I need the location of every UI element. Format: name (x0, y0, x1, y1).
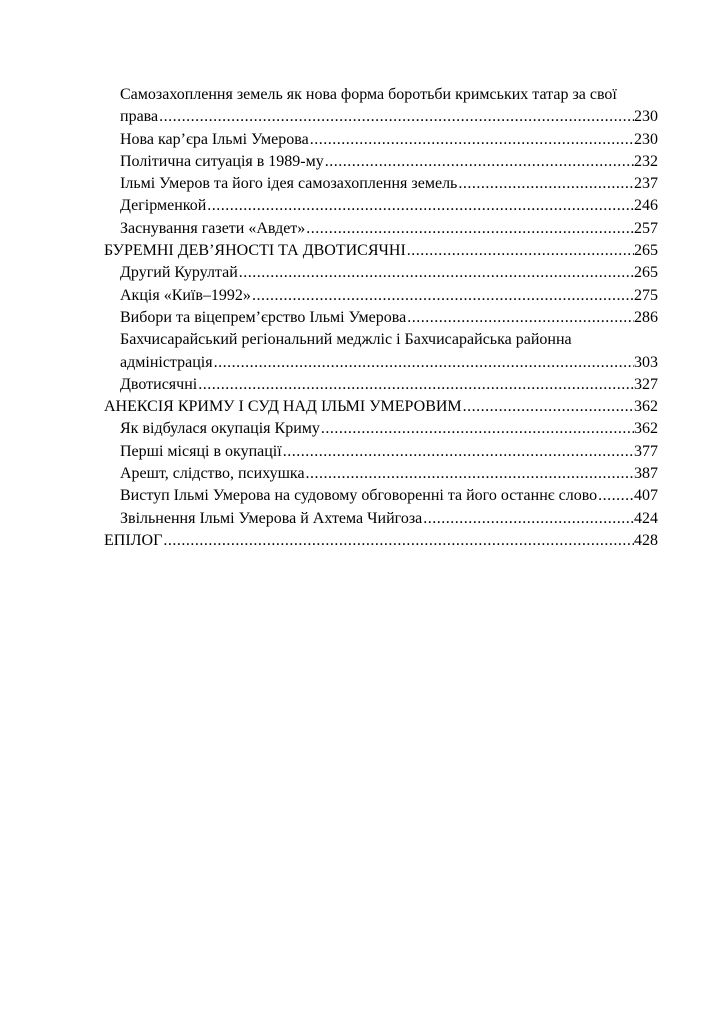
toc-page-number: 327 (634, 375, 658, 393)
toc-section-entry[interactable] (104, 530, 658, 552)
toc-page-number: 237 (634, 175, 658, 193)
toc-entry[interactable] (104, 329, 658, 374)
toc-page-number: 303 (634, 353, 658, 371)
toc-entry-title: Виступ Ільмі Умерова на судовому обговоренні та його останнє слово (120, 487, 598, 505)
toc-entry-title: Нова кар’єра Ільмі Умерова (120, 130, 309, 148)
toc-page-number: 428 (634, 531, 658, 549)
toc-page-number: 230 (634, 130, 658, 148)
dot-leader (597, 485, 634, 507)
toc-entry-title: Перші місяці в окупації (120, 442, 282, 460)
toc-page-number: 362 (634, 398, 658, 416)
dot-leader (305, 218, 634, 240)
toc-entry-title: Двотисячні (120, 375, 198, 393)
dot-leader (462, 396, 634, 418)
toc-entry-title: Дегірменкой (120, 197, 207, 215)
toc-entry-title: адміністрація (120, 353, 213, 371)
dot-leader (158, 106, 634, 128)
toc-entry[interactable] (104, 195, 658, 217)
toc-section-title: БУРЕМНІ ДЕВ’ЯНОСТІ ТА ДВОТИСЯЧНІ (104, 242, 406, 260)
toc-entry[interactable] (104, 463, 658, 485)
toc-entry-title: Ільмі Умеров та його ідея самозахоплення земель (120, 175, 458, 193)
toc-entry[interactable] (104, 84, 658, 129)
toc-page-number: 275 (634, 286, 658, 304)
toc-entry-title: Політична ситуація в 1989-му (120, 152, 324, 170)
toc-entry[interactable] (104, 374, 658, 396)
toc-entry-title: Вибори та віцепрем’єрство Ільмі Умерова (120, 308, 407, 326)
dot-leader (282, 441, 634, 463)
toc-page-number: 377 (634, 442, 658, 460)
dot-leader (406, 307, 634, 329)
dot-leader (324, 151, 634, 173)
toc-section-title: АНЕКСІЯ КРИМУ І СУД НАД ІЛЬМІ УМЕРОВИМ (104, 398, 462, 416)
toc-page-number: 257 (634, 219, 658, 237)
toc-entry[interactable] (104, 508, 658, 530)
toc-entry-title: Заснування газети «Авдет» (120, 219, 306, 237)
dot-leader (238, 262, 634, 284)
toc-page-number: 424 (634, 509, 658, 527)
toc-entry[interactable] (104, 218, 658, 240)
toc-section-entry[interactable] (104, 240, 658, 262)
dot-leader (213, 352, 634, 374)
dot-leader (406, 240, 634, 262)
toc-entry[interactable] (104, 307, 658, 329)
dot-leader (309, 129, 634, 151)
dot-leader (197, 374, 634, 396)
toc-entry-title: Другий Курултай (120, 264, 238, 282)
toc-entry[interactable] (104, 129, 658, 151)
dot-leader (251, 285, 634, 307)
toc-page-number: 362 (634, 420, 658, 438)
toc-entry-title: Акція «Київ–1992» (120, 286, 251, 304)
toc-entry-title: права (120, 108, 159, 126)
dot-leader (162, 530, 634, 552)
toc-entry[interactable] (104, 285, 658, 307)
toc-page-number: 265 (634, 242, 658, 260)
toc-entry[interactable] (104, 418, 658, 440)
dot-leader (457, 173, 634, 195)
toc-entry[interactable] (104, 485, 658, 507)
toc-entry-title-line: Самозахоплення земель як нова форма боротьби кримських татар за свої (120, 86, 617, 103)
toc-entry-title: Як відбулася окупація Криму (120, 420, 320, 438)
table-of-contents (104, 84, 658, 552)
dot-leader (422, 508, 634, 530)
toc-entry-title-line: Бахчисарайський регіональний меджліс і Бахчисарайська районна (120, 331, 572, 349)
toc-page-number: 286 (634, 308, 658, 326)
toc-page-number: 232 (634, 152, 658, 170)
toc-page-number: 407 (634, 487, 658, 505)
toc-entry[interactable] (104, 441, 658, 463)
toc-entry[interactable] (104, 173, 658, 195)
toc-page-number: 265 (634, 264, 658, 282)
dot-leader (305, 463, 634, 485)
toc-entry-title: Звільнення Ільмі Умерова й Ахтема Чийгоза (120, 509, 423, 527)
toc-entry[interactable] (104, 262, 658, 284)
toc-entry-title: Арешт, слідство, психушка (120, 465, 305, 483)
toc-entry[interactable] (104, 151, 658, 173)
toc-section-title: ЕПІЛОГ (104, 531, 163, 549)
toc-section-entry[interactable] (104, 396, 658, 418)
toc-page-number: 387 (634, 465, 658, 483)
dot-leader (206, 195, 634, 217)
dot-leader (320, 418, 634, 440)
toc-page-number: 230 (634, 108, 658, 126)
toc-page-number: 246 (634, 197, 658, 215)
